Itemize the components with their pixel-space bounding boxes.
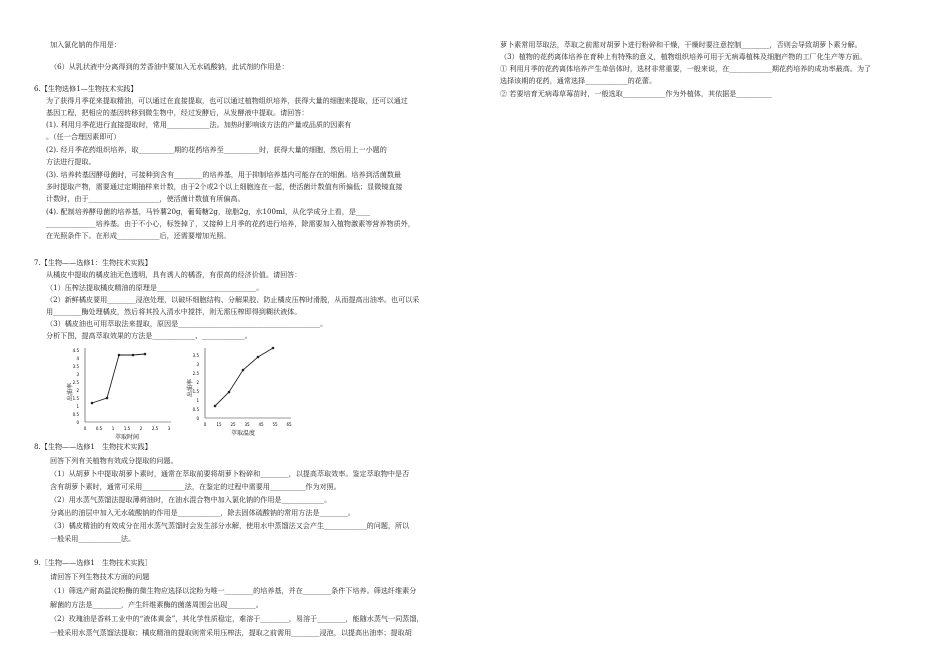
x-tick-label: 3 (167, 426, 171, 431)
series-line (92, 354, 145, 403)
data-point (257, 356, 260, 359)
x-tick-label: 55 (272, 422, 278, 427)
text-line: （1）从胡萝卜中提取胡萝卜素时，通常在萃取前要将胡萝卜粉碎和________，以提高萃取效率。鉴定萃取物中是否 (50, 469, 410, 478)
y-tick-label: 3.5 (192, 353, 199, 358)
text-line: 一般采用____________法。 (50, 534, 136, 543)
text-line: （2）新鲜橘皮要用________浸泡处理，以破坏细胞结构、分解果胶、防止橘皮压榨时滑脱，从而提高出油率。也可以采 (46, 295, 420, 304)
text-line: （2）用水蒸气蒸馏法提取薄荷油时，在油水混合物中加入氯化钠的作用是____________。 (50, 495, 332, 504)
y-tick-label: 1 (196, 398, 199, 403)
text-line: 方法进行提取。 (46, 157, 96, 166)
data-point (242, 369, 245, 372)
text-line: 计数时，由于____________________，使活菌计数值有所偏高。 (46, 194, 245, 203)
y-tick-label: 2 (196, 380, 199, 385)
y-tick-label: 4.5 (72, 348, 79, 353)
y-tick-label: 1 (76, 404, 79, 409)
question-8-title: 8.【生物——选修1 生物技术实践】 (34, 442, 152, 451)
text-line: （3）橘皮油也可用萃取法来提取，原因是________________________________________。 (46, 319, 328, 328)
y-tick-label: 3.5 (72, 364, 79, 369)
text-line: （1）筛选产耐高温淀粉酶的微生物应选择以淀粉为唯一________的培养基，并在________条件下培养。筛选纤维素分 (50, 586, 417, 595)
series-line (215, 348, 273, 406)
y-tick-label: 2 (76, 388, 79, 393)
x-axis-label: 萃取时间 (114, 434, 140, 441)
text-line: 在光照条件下。在形成____________后，还需要增加光照。 (46, 231, 231, 240)
x-tick-label: 25 (230, 422, 236, 427)
text-line: ______________培养基。由于不小心，标签掉了，又接种上月季的花药进行培养，除需要加入植物激素等营养物质外， (46, 219, 415, 228)
x-tick-label: 0.5 (95, 426, 103, 431)
y-tick-label: 0.5 (192, 407, 199, 412)
text-line: 基因工程，把相应的基因转移到微生物中，经过发酵后，从发酵液中提取。请回答： (46, 108, 309, 117)
data-point (91, 402, 94, 405)
chart-extraction-time (65, 342, 175, 442)
data-point (144, 353, 147, 356)
x-tick-label: 2 (139, 426, 143, 431)
text-line: 。（任一合理因素即可） (46, 132, 121, 141)
data-point (214, 405, 217, 408)
question-7-title: 7.【生物——选修1：生物技术实践】 (34, 258, 152, 267)
text-line: (4). 配制培养酵母菌的培养基，马铃薯20g，葡萄糖2g，琼脂2g，水100ml，从化学成分上看，是____ (46, 207, 371, 216)
y-tick-label: 2.5 (72, 380, 79, 385)
text-line: 含有胡萝卜素时，通常可采用____________法，在鉴定的过程中需要用__________作为对照。 (50, 482, 341, 491)
y-tick-label: 3 (76, 372, 79, 377)
y-tick-label: 0 (196, 416, 199, 421)
y-tick-label: 3 (196, 362, 199, 367)
x-tick-label: 0 (83, 426, 87, 431)
y-tick-label: 1.5 (192, 389, 199, 394)
x-tick-label: 2.5 (151, 426, 159, 431)
text-line: 分离出的油层中加入无水硫酸钠的作用是____________，除去固体硫酸钠的常用方法是________。 (50, 508, 356, 517)
text-line: 用________酶处理橘皮，然后将其投入清水中搅拌，则无需压榨即得到糊状液体。 (46, 307, 302, 316)
data-point (228, 391, 231, 394)
text-line: （2）玫瑰油是香料工业中的“液体黄金”，其化学性质稳定，难溶于________，易溶于________，能随水蒸气一同蒸馏， (50, 614, 424, 623)
text-line: （6）从乳状液中分离得到的芳香油中要加入无水硫酸钠，此试剂的作用是： (50, 62, 289, 71)
text-line: （3）植物的花药离体培养在育种上有特殊的意义，植物组织培养可用于无病毒植株及细胞产物的工厂化生产等方面。 (500, 52, 867, 61)
x-tick-label: 65 (286, 422, 292, 427)
text-line: 请回答下列生物技术方面的问题 (50, 572, 150, 581)
text-line: 从橘皮中提取的橘皮油无色透明，具有诱人的橘香，有很高的经济价值。请回答： (46, 270, 302, 279)
text-line: 解菌的方法是________，产生纤维素酶的菌落周围会出现________。 (50, 600, 263, 609)
x-tick-label: 1 (111, 426, 115, 431)
text-line: （1）压榨法提取橘皮精油的原理是____________________________。 (46, 283, 264, 292)
y-tick-label: 2.5 (192, 371, 199, 376)
x-tick-label: 15 (216, 422, 222, 427)
y-tick-label: 1.5 (72, 396, 79, 401)
y-tick-label: 0 (76, 420, 79, 425)
data-point (132, 354, 135, 357)
y-axis-label: 出油率 (67, 382, 74, 402)
text-line: ① 利用月季的花药离体培养产生单倍体时，选材非常重要，一般来说，在____________期花药培养的成功率最高。为了 (500, 64, 872, 73)
text-line: 为了获得月季花来提取精油，可以通过在直接提取，也可以通过植物组织培养，获得大量的细胞来提取，还可以通过 (46, 96, 408, 105)
text-line: 回答下列有关植物有效成分提取的问题。 (50, 456, 178, 465)
chart-extraction-temperature (185, 342, 295, 442)
text-line: （3）橘皮精油的有效成分在用水蒸气蒸馏时会发生部分水解，使用水中蒸馏法又会产生____________的问题，所以 (50, 521, 410, 530)
text-line: 一般采用水蒸气蒸馏法提取；橘皮精油的提取则常采用压榨法，提取之前需用________浸泡，以提高出油率；提取胡 (50, 628, 412, 637)
x-tick-label: 35 (244, 422, 250, 427)
text-line: 选择该期的花药，通常选择____________的花蕾。 (500, 76, 657, 85)
text-line: ② 若要培育无病毒草莓苗时，一般选取____________作为外植体，其依据是__________ (500, 89, 772, 98)
data-point (118, 354, 121, 357)
text-line: (1). 利用月季花进行直接提取时，常用____________法。加热时影响该方法的产量或品质的因素有 (46, 120, 352, 129)
text-line: (3). 培养转基因酵母菌时，可接种到含有________的培养基，用于抑制培养基内可能存在的细菌。培养到活菌数最 (46, 170, 402, 179)
x-tick-label: 0 (203, 422, 207, 427)
text-line: 分析下图，提高萃取效果的方法是____________、____________。 (46, 331, 252, 340)
x-tick-label: 45 (258, 422, 264, 427)
y-axis-label: 出油率 (187, 378, 194, 398)
y-tick-label: 0.5 (72, 412, 79, 417)
text-line: 多时提取产物，需要通过定期抽样来计数，由于2个或2个以上细胞连在一起，使活菌计数值有所偏低；显微镜直接 (46, 182, 403, 191)
question-9-title: 9.［生物——选修1 生物技术实践］ (34, 558, 152, 567)
y-tick-label: 4 (76, 356, 79, 361)
question-6-title: 6.【生物选修1—生物技术实践】 (34, 84, 138, 93)
text-line: 萝卜素常用萃取法，萃取之前需对胡萝卜进行粉碎和干燥，干燥时要注意控制________，否则会导致胡萝卜素分解。 (500, 40, 862, 49)
x-axis-label: 萃取温度 (230, 430, 256, 437)
text-line: 加入氯化钠的作用是： (50, 40, 121, 49)
x-tick-label: 1.5 (123, 426, 131, 431)
text-line: (2). 经月季花药组织培养，取__________期的花药培养至__________时，获得大量的细胞，然后用上一小题的 (46, 145, 387, 154)
data-point (106, 397, 109, 400)
data-point (272, 347, 275, 350)
